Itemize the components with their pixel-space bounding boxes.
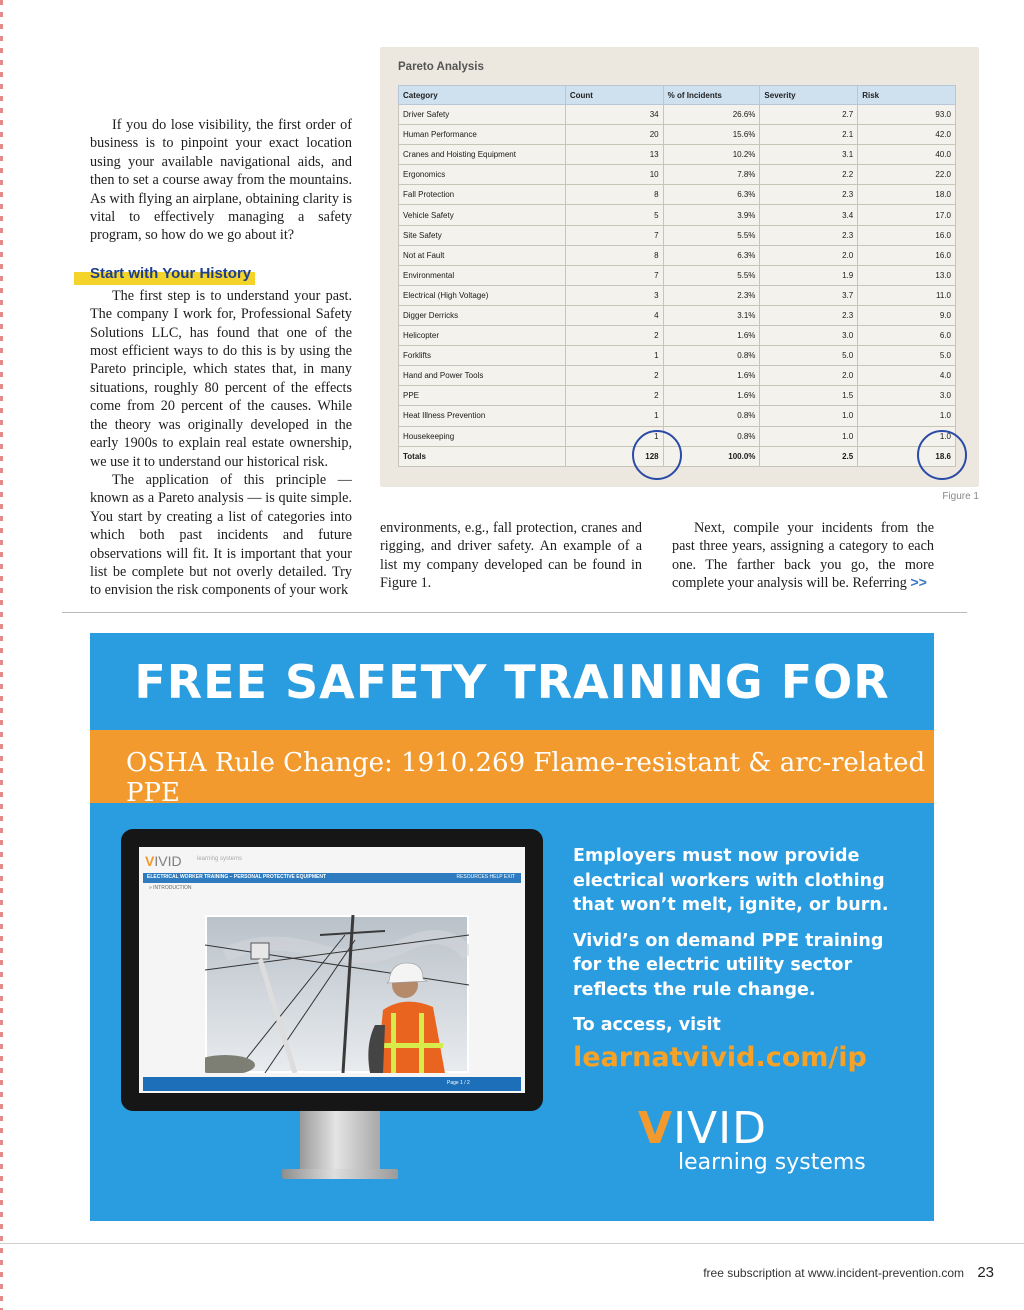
table-cell: 2.1: [760, 125, 858, 145]
table-cell: 9.0: [858, 305, 956, 325]
table-cell: Vehicle Safety: [399, 205, 566, 225]
table-cell: 6.0: [858, 326, 956, 346]
screen-page-indicator: Page 1 / 2: [447, 1080, 470, 1086]
pareto-table: [398, 85, 956, 467]
table-cell: 1.9: [760, 265, 858, 285]
table-cell: 2.3: [760, 305, 858, 325]
column-header: Category: [399, 86, 566, 105]
table-cell: 18.0: [858, 185, 956, 205]
table-cell: 3: [565, 285, 663, 305]
table-cell: 3.7: [760, 285, 858, 305]
continue-arrow: >>: [910, 575, 927, 592]
table-cell: 7: [565, 265, 663, 285]
table-cell: Helicopter: [399, 326, 566, 346]
table-cell: 3.1: [760, 145, 858, 165]
screen-course-title: ELECTRICAL WORKER TRAINING – PERSONAL PROTECTIVE EQUIPMENT: [147, 874, 326, 880]
table-cell: 0.8%: [663, 346, 760, 366]
table-cell: 42.0: [858, 125, 956, 145]
table-row: [399, 285, 956, 305]
screen-menu: RESOURCES HELP EXIT: [456, 874, 515, 880]
table-cell: 26.6%: [663, 105, 760, 125]
table-cell: 11.0: [858, 285, 956, 305]
table-cell: 2: [565, 366, 663, 386]
table-cell: 20: [565, 125, 663, 145]
table-row: [399, 125, 956, 145]
table-cell: 128: [565, 446, 663, 466]
table-row: [399, 265, 956, 285]
table-cell: 10: [565, 165, 663, 185]
table-cell: 2.3: [760, 185, 858, 205]
table-cell: 18.6: [858, 446, 956, 466]
table-cell: 5.0: [760, 346, 858, 366]
figure-title: Pareto Analysis: [398, 61, 484, 73]
table-cell: 2: [565, 326, 663, 346]
monitor-illustration: [121, 829, 543, 1111]
article-paragraph: The first step is to understand your past. The company I work for, Professional Safety Solutions LLC, has found that one of the most efficient ways to do this is by using the Pareto principle, which states that, in many situations, roughly 80 percent of the effects come from 20 percent of the causes. While the theory was originally developed in the early 1900s to explain real estate ownership, we use it to understand our historical risk.: [90, 287, 352, 470]
monitor-screen: [139, 847, 525, 1093]
vivid-logo: [638, 1103, 866, 1175]
table-cell: 34: [565, 105, 663, 125]
table-row: [399, 326, 956, 346]
table-cell: 2.0: [760, 366, 858, 386]
article-column-2: [380, 519, 642, 593]
vivid-logo-v: V: [638, 1103, 674, 1154]
pareto-figure: [380, 47, 979, 487]
screen-breadcrumb: » INTRODUCTION: [149, 885, 192, 891]
table-cell: Not at Fault: [399, 245, 566, 265]
screen-logo: [145, 853, 182, 869]
table-cell: 5.0: [858, 346, 956, 366]
table-cell: Cranes and Hoisting Equipment: [399, 145, 566, 165]
monitor-base: [282, 1169, 398, 1179]
table-row: [399, 346, 956, 366]
table-cell: 3.9%: [663, 205, 760, 225]
table-row: [399, 185, 956, 205]
table-cell: 16.0: [858, 225, 956, 245]
figure-caption: Figure 1: [942, 491, 979, 502]
table-cell: 7: [565, 225, 663, 245]
article-paragraph: [672, 519, 934, 593]
table-cell: 100.0%: [663, 446, 760, 466]
table-cell: 5.5%: [663, 265, 760, 285]
table-cell: Heat Illness Prevention: [399, 406, 566, 426]
article-paragraph: If you do lose visibility, the first order of business is to pinpoint your exact location using your available navigational aids, and then to set a course away from the mountains. As with flying an airplane, obtaining clarity is vital to effectively managing a safety program, so how do we go about it?: [90, 117, 352, 244]
lineman-photo: [205, 915, 469, 1073]
column-header: Severity: [760, 86, 858, 105]
table-cell: 3.4: [760, 205, 858, 225]
monitor-stand: [300, 1111, 380, 1173]
footer-rule: [0, 1243, 1024, 1244]
vivid-logo-subtitle: learning systems: [678, 1150, 866, 1175]
screen-logo-subtitle: learning systems: [197, 856, 243, 862]
table-cell: 4: [565, 305, 663, 325]
table-cell: Fall Protection: [399, 185, 566, 205]
table-cell: 1.6%: [663, 326, 760, 346]
section-subhead: Start with Your History: [74, 263, 255, 285]
table-cell: Environmental: [399, 265, 566, 285]
table-cell: 5.5%: [663, 225, 760, 245]
vivid-logo-text: IVID: [673, 1103, 767, 1154]
table-cell: Driver Safety: [399, 105, 566, 125]
table-cell: 1.0: [760, 406, 858, 426]
table-row: [399, 305, 956, 325]
table-row: [399, 165, 956, 185]
table-cell: 13: [565, 145, 663, 165]
table-header-row: [399, 86, 956, 105]
ad-url-link[interactable]: learnatvivid.com/ip: [573, 1041, 867, 1073]
table-cell: Human Performance: [399, 125, 566, 145]
article-column-3: [672, 519, 934, 593]
table-row: [399, 386, 956, 406]
table-row: [399, 245, 956, 265]
table-cell: 1: [565, 406, 663, 426]
advertisement: [90, 633, 934, 1221]
table-cell: 93.0: [858, 105, 956, 125]
table-cell: 0.8%: [663, 426, 760, 446]
table-cell: 13.0: [858, 265, 956, 285]
ad-copy-3: To access, visit: [573, 1015, 721, 1035]
table-cell: 1.6%: [663, 386, 760, 406]
column-header: Count: [565, 86, 663, 105]
table-row: [399, 225, 956, 245]
table-cell: 1: [565, 426, 663, 446]
table-cell: Electrical (High Voltage): [399, 285, 566, 305]
table-cell: 1: [565, 346, 663, 366]
table-cell: 6.3%: [663, 185, 760, 205]
section-divider: [62, 612, 967, 613]
table-cell: Ergonomics: [399, 165, 566, 185]
page-edge-marks: [0, 0, 3, 1310]
table-row: [399, 105, 956, 125]
table-cell: 2.3%: [663, 285, 760, 305]
ad-orange-band: [90, 730, 934, 808]
table-cell: 3.0: [760, 326, 858, 346]
table-cell: 2: [565, 386, 663, 406]
table-cell: 1.5: [760, 386, 858, 406]
article-paragraph: The application of this principle — known as a Pareto analysis — is quite simple. You start by creating a list of categories into which both past incidents and future observations will fit. It is important that your list be complete but not overly detailed. Try to envision the risk components of your work: [90, 471, 352, 599]
ad-headline: FREE SAFETY TRAINING FOR: [134, 655, 890, 709]
article-column-1: [90, 116, 352, 600]
table-row: [399, 406, 956, 426]
table-cell: 10.2%: [663, 145, 760, 165]
table-cell: Digger Derricks: [399, 305, 566, 325]
table-cell: 0.8%: [663, 406, 760, 426]
table-row: [399, 366, 956, 386]
table-cell: 2.3: [760, 225, 858, 245]
table-cell: 7.8%: [663, 165, 760, 185]
table-cell: 6.3%: [663, 245, 760, 265]
table-row: [399, 205, 956, 225]
table-cell: 3.0: [858, 386, 956, 406]
table-cell: 16.0: [858, 245, 956, 265]
screen-logo-text: IVID: [154, 853, 182, 869]
table-row: [399, 145, 956, 165]
table-cell: Forklifts: [399, 346, 566, 366]
table-cell: 4.0: [858, 366, 956, 386]
ad-copy-1: Employers must now provide electrical workers with clothing that won’t melt, ignite, or burn.: [573, 846, 889, 915]
table-cell: 1.0: [858, 406, 956, 426]
column-header: Risk: [858, 86, 956, 105]
table-cell: 1.0: [760, 426, 858, 446]
article-paragraph-text: Next, compile your incidents from the past three years, assigning a category to each one. The farther back you go, the more complete your analysis will be. Referring: [672, 520, 934, 592]
ad-copy-2: Vivid’s on demand PPE training for the electric utility sector reflects the rule change.: [573, 930, 884, 1000]
table-cell: 1.6%: [663, 366, 760, 386]
table-cell: Housekeeping: [399, 426, 566, 446]
table-cell: 5: [565, 205, 663, 225]
table-cell: 8: [565, 185, 663, 205]
total-risk-highlight-circle: [917, 430, 967, 480]
table-cell: Hand and Power Tools: [399, 366, 566, 386]
screen-logo-v: V: [145, 853, 155, 869]
table-cell: 1.0: [858, 426, 956, 446]
table-cell: 8: [565, 245, 663, 265]
table-cell: 2.5: [760, 446, 858, 466]
article-paragraph: environments, e.g., fall protection, cranes and rigging, and driver safety. An example of a list my company developed can be found in Figure 1.: [380, 520, 642, 592]
table-cell: 2.2: [760, 165, 858, 185]
table-cell: 17.0: [858, 205, 956, 225]
table-cell: 2.0: [760, 245, 858, 265]
table-cell: Totals: [399, 446, 566, 466]
footer-subscription-text: free subscription at www.incident-prevention.com: [703, 1266, 964, 1280]
table-cell: PPE: [399, 386, 566, 406]
table-cell: Site Safety: [399, 225, 566, 245]
ad-copy: [573, 844, 913, 1073]
table-cell: 22.0: [858, 165, 956, 185]
page-number: 23: [977, 1264, 994, 1281]
vivid-logo-mark: [638, 1103, 866, 1154]
total-count-highlight-circle: [632, 430, 682, 480]
table-cell: 40.0: [858, 145, 956, 165]
table-cell: 3.1%: [663, 305, 760, 325]
table-cell: 2.7: [760, 105, 858, 125]
ad-band-text: OSHA Rule Change: 1910.269 Flame-resistant & arc-related PPE: [126, 748, 926, 808]
column-header: % of Incidents: [663, 86, 760, 105]
table-cell: 15.6%: [663, 125, 760, 145]
